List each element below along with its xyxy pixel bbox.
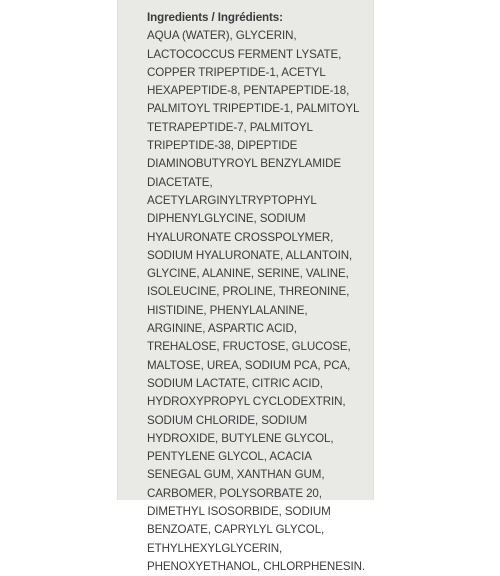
ingredients-label bbox=[147, 9, 377, 576]
ingredient-line: ACETYLARGINYLTRYPTOPHYL bbox=[147, 193, 317, 207]
ingredient-line: HYDROXIDE, BUTYLENE GLYCOL, bbox=[147, 431, 334, 445]
ingredient-line: HYDROXYPROPYL CYCLODEXTRIN, bbox=[147, 395, 346, 409]
ingredient-line: ETHYLHEXYLGLYCERIN, bbox=[147, 541, 283, 555]
ingredient-line: DIPHENYLGLYCINE, SODIUM bbox=[147, 212, 306, 226]
ingredient-line: DIAMINOBUTYROYL BENZYLAMIDE bbox=[147, 157, 341, 171]
ingredient-line: PENTYLENE GLYCOL, ACACIA bbox=[147, 450, 312, 464]
ingredient-line: GLYCINE, ALANINE, SERINE, VALINE, bbox=[147, 267, 349, 281]
ingredient-line: SODIUM LACTATE, CITRIC ACID, bbox=[147, 376, 323, 390]
ingredient-line: PALMITOYL TRIPEPTIDE-1, PALMITOYL bbox=[147, 102, 360, 116]
ingredient-line: BENZOATE, CAPRYLYL GLYCOL, bbox=[147, 523, 325, 537]
ingredient-line: ARGININE, ASPARTIC ACID, bbox=[147, 322, 297, 336]
ingredients-heading: Ingredients / Ingrédients: bbox=[147, 11, 283, 24]
ingredient-line: LACTOCOCCUS FERMENT LYSATE, bbox=[147, 47, 342, 61]
ingredient-line: COPPER TRIPEPTIDE-1, ACETYL bbox=[147, 65, 326, 79]
ingredient-line: SODIUM CHLORIDE, SODIUM bbox=[147, 413, 308, 427]
ingredient-line: HEXAPEPTIDE-8, PENTAPEPTIDE-18, bbox=[147, 84, 350, 98]
ingredient-line: MALTOSE, UREA, SODIUM PCA, PCA, bbox=[147, 358, 351, 372]
ingredient-line: DIACETATE, bbox=[147, 175, 213, 189]
ingredient-line: HISTIDINE, PHENYLALANINE, bbox=[147, 303, 308, 317]
ingredient-line: CARBOMER, POLYSORBATE 20, bbox=[147, 486, 322, 500]
ingredient-line: ISOLEUCINE, PROLINE, THREONINE, bbox=[147, 285, 350, 299]
ingredient-line: TETRAPEPTIDE-7, PALMITOYL bbox=[147, 120, 313, 134]
ingredient-line: DIMETHYL ISOSORBIDE, SODIUM bbox=[147, 505, 331, 519]
ingredient-line: PHENOXYETHANOL, CHLORPHENESIN. bbox=[147, 559, 365, 573]
ingredient-line: AQUA (WATER), GLYCERIN, bbox=[147, 29, 297, 43]
ingredient-line: SENEGAL GUM, XANTHAN GUM, bbox=[147, 468, 325, 482]
ingredient-line: TRIPEPTIDE-38, DIPEPTIDE bbox=[147, 139, 298, 153]
ingredient-line: SODIUM HYALURONATE, ALLANTOIN, bbox=[147, 248, 353, 262]
ingredient-line: HYALURONATE CROSSPOLYMER, bbox=[147, 230, 334, 244]
ingredient-line: TREHALOSE, FRUCTOSE, GLUCOSE, bbox=[147, 340, 351, 354]
